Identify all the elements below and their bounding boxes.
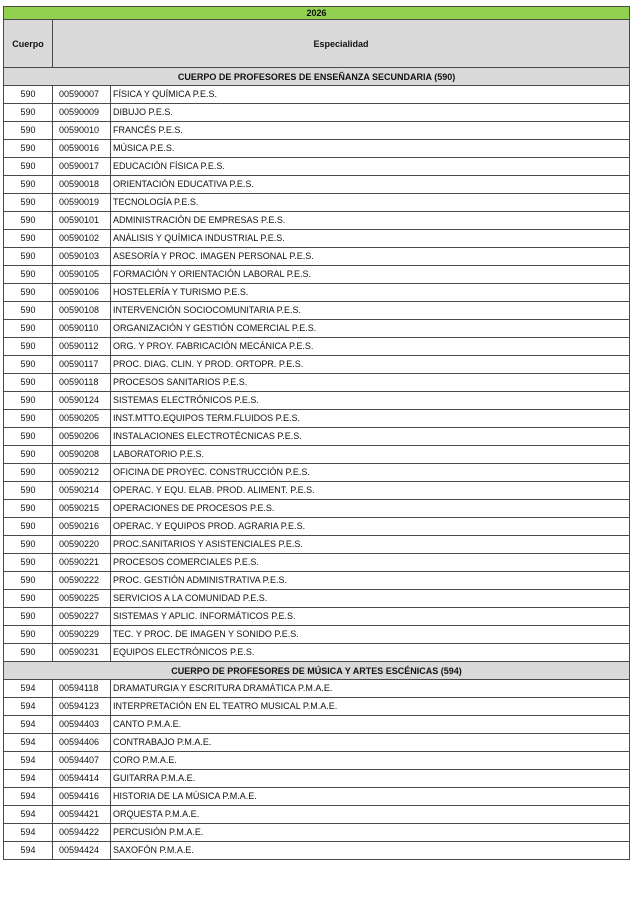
especialidad-cell: TEC. Y PROC. DE IMAGEN Y SONIDO P.E.S. — [111, 626, 630, 644]
cuerpo-cell: 590 — [4, 644, 53, 662]
code-cell: 00590103 — [53, 248, 111, 266]
code-cell: 00594414 — [53, 770, 111, 788]
table-row — [4, 104, 630, 122]
table-row — [4, 698, 630, 716]
code-cell: 00594403 — [53, 716, 111, 734]
cuerpo-cell: 590 — [4, 482, 53, 500]
table-row — [4, 194, 630, 212]
especialidad-cell: INSTALACIONES ELECTROTÉCNICAS P.E.S. — [111, 428, 630, 446]
table-row — [4, 806, 630, 824]
especialidad-cell: OPERAC. Y EQU. ELAB. PROD. ALIMENT. P.E.S. — [111, 482, 630, 500]
cuerpo-cell: 594 — [4, 842, 53, 860]
header-row — [4, 20, 630, 68]
cuerpo-cell: 590 — [4, 518, 53, 536]
especialidad-cell: EDUCACIÓN FÍSICA P.E.S. — [111, 158, 630, 176]
table-row — [4, 320, 630, 338]
table-row — [4, 284, 630, 302]
cuerpo-cell: 594 — [4, 770, 53, 788]
table-row — [4, 716, 630, 734]
table-row — [4, 500, 630, 518]
code-cell: 00590225 — [53, 590, 111, 608]
cuerpo-cell: 594 — [4, 824, 53, 842]
code-cell: 00594416 — [53, 788, 111, 806]
especialidad-cell: PROC. DIAG. CLIN. Y PROD. ORTOPR. P.E.S. — [111, 356, 630, 374]
section-header-row — [4, 68, 630, 86]
column-header-especialidad: Especialidad — [53, 20, 630, 68]
cuerpo-cell: 590 — [4, 446, 53, 464]
cuerpo-cell: 590 — [4, 302, 53, 320]
cuerpo-cell: 590 — [4, 194, 53, 212]
especialidad-cell: CANTO P.M.A.E. — [111, 716, 630, 734]
table-row — [4, 428, 630, 446]
especialidad-cell: OPERACIONES DE PROCESOS P.E.S. — [111, 500, 630, 518]
especialidad-cell: SAXOFÓN P.M.A.E. — [111, 842, 630, 860]
cuerpo-cell: 590 — [4, 284, 53, 302]
code-cell: 00590009 — [53, 104, 111, 122]
code-cell: 00594407 — [53, 752, 111, 770]
especialidad-cell: FORMACIÓN Y ORIENTACIÓN LABORAL P.E.S. — [111, 266, 630, 284]
especialidad-cell: HISTORIA DE LA MÚSICA P.M.A.E. — [111, 788, 630, 806]
especialidad-cell: OPERAC. Y EQUIPOS PROD. AGRARIA P.E.S. — [111, 518, 630, 536]
cuerpo-cell: 590 — [4, 500, 53, 518]
table-row — [4, 680, 630, 698]
cuerpo-cell: 594 — [4, 752, 53, 770]
table-row — [4, 842, 630, 860]
code-cell: 00594421 — [53, 806, 111, 824]
table-row — [4, 266, 630, 284]
table-row — [4, 518, 630, 536]
code-cell: 00590007 — [53, 86, 111, 104]
cuerpo-cell: 594 — [4, 716, 53, 734]
section-title: CUERPO DE PROFESORES DE ENSEÑANZA SECUNDARIA (590) — [4, 68, 630, 86]
code-cell: 00590018 — [53, 176, 111, 194]
code-cell: 00590216 — [53, 518, 111, 536]
code-cell: 00590221 — [53, 554, 111, 572]
especialidad-cell: ORQUESTA P.M.A.E. — [111, 806, 630, 824]
code-cell: 00590102 — [53, 230, 111, 248]
code-cell: 00590117 — [53, 356, 111, 374]
cuerpo-cell: 590 — [4, 266, 53, 284]
especialidad-cell: MÚSICA P.E.S. — [111, 140, 630, 158]
table-row — [4, 734, 630, 752]
especialidad-cell: GUITARRA P.M.A.E. — [111, 770, 630, 788]
cuerpo-cell: 590 — [4, 356, 53, 374]
cuerpo-cell: 590 — [4, 464, 53, 482]
cuerpo-cell: 590 — [4, 626, 53, 644]
cuerpo-cell: 590 — [4, 176, 53, 194]
especialidad-cell: ANÁLISIS Y QUÍMICA INDUSTRIAL P.E.S. — [111, 230, 630, 248]
especialidad-cell: INTERVENCIÓN SOCIOCOMUNITARIA P.E.S. — [111, 302, 630, 320]
cuerpo-cell: 590 — [4, 122, 53, 140]
table-row — [4, 338, 630, 356]
code-cell: 00590212 — [53, 464, 111, 482]
code-cell: 00590214 — [53, 482, 111, 500]
especialidad-cell: PROCESOS SANITARIOS P.E.S. — [111, 374, 630, 392]
table-row — [4, 230, 630, 248]
especialidad-cell: INST.MTTO.EQUIPOS TERM.FLUIDOS P.E.S. — [111, 410, 630, 428]
code-cell: 00590220 — [53, 536, 111, 554]
table-row — [4, 122, 630, 140]
section-title: CUERPO DE PROFESORES DE MÚSICA Y ARTES ESCÉNICAS (594) — [4, 662, 630, 680]
code-cell: 00590106 — [53, 284, 111, 302]
cuerpo-cell: 590 — [4, 212, 53, 230]
especialidad-cell: OFICINA DE PROYEC. CONSTRUCCIÓN P.E.S. — [111, 464, 630, 482]
especialidad-cell: CORO P.M.A.E. — [111, 752, 630, 770]
code-cell: 00590010 — [53, 122, 111, 140]
code-cell: 00590101 — [53, 212, 111, 230]
code-cell: 00594123 — [53, 698, 111, 716]
table-row — [4, 590, 630, 608]
table-row — [4, 374, 630, 392]
especialidad-cell: FÍSICA Y QUÍMICA P.E.S. — [111, 86, 630, 104]
specialties-table — [3, 6, 630, 860]
especialidad-cell: ASESORÍA Y PROC. IMAGEN PERSONAL P.E.S. — [111, 248, 630, 266]
cuerpo-cell: 590 — [4, 590, 53, 608]
code-cell: 00594424 — [53, 842, 111, 860]
code-cell: 00590108 — [53, 302, 111, 320]
table-row — [4, 770, 630, 788]
table-row — [4, 464, 630, 482]
cuerpo-cell: 590 — [4, 392, 53, 410]
code-cell: 00590112 — [53, 338, 111, 356]
cuerpo-cell: 590 — [4, 230, 53, 248]
especialidad-cell: TECNOLOGÍA P.E.S. — [111, 194, 630, 212]
table-row — [4, 824, 630, 842]
cuerpo-cell: 590 — [4, 374, 53, 392]
especialidad-cell: ORG. Y PROY. FABRICACIÓN MECÁNICA P.E.S. — [111, 338, 630, 356]
code-cell: 00590222 — [53, 572, 111, 590]
section-header-row — [4, 662, 630, 680]
cuerpo-cell: 590 — [4, 572, 53, 590]
code-cell: 00590208 — [53, 446, 111, 464]
especialidad-cell: SISTEMAS ELECTRÓNICOS P.E.S. — [111, 392, 630, 410]
table-row — [4, 176, 630, 194]
year-row — [4, 7, 630, 20]
cuerpo-cell: 590 — [4, 410, 53, 428]
cuerpo-cell: 594 — [4, 806, 53, 824]
table-row — [4, 788, 630, 806]
especialidad-cell: CONTRABAJO P.M.A.E. — [111, 734, 630, 752]
especialidad-cell: SERVICIOS A LA COMUNIDAD P.E.S. — [111, 590, 630, 608]
code-cell: 00590124 — [53, 392, 111, 410]
table-row — [4, 86, 630, 104]
cuerpo-cell: 590 — [4, 536, 53, 554]
cuerpo-cell: 594 — [4, 734, 53, 752]
code-cell: 00594406 — [53, 734, 111, 752]
cuerpo-cell: 590 — [4, 140, 53, 158]
table-body — [4, 7, 630, 860]
code-cell: 00590017 — [53, 158, 111, 176]
code-cell: 00590118 — [53, 374, 111, 392]
code-cell: 00590110 — [53, 320, 111, 338]
table-row — [4, 752, 630, 770]
especialidad-cell: PROC.SANITARIOS Y ASISTENCIALES P.E.S. — [111, 536, 630, 554]
table-row — [4, 626, 630, 644]
code-cell: 00590215 — [53, 500, 111, 518]
especialidad-cell: SISTEMAS Y APLIC. INFORMÁTICOS P.E.S. — [111, 608, 630, 626]
especialidad-cell: DRAMATURGIA Y ESCRITURA DRAMÁTICA P.M.A.E. — [111, 680, 630, 698]
table-row — [4, 410, 630, 428]
table-row — [4, 644, 630, 662]
table-row — [4, 302, 630, 320]
table-row — [4, 554, 630, 572]
code-cell: 00590206 — [53, 428, 111, 446]
cuerpo-cell: 590 — [4, 338, 53, 356]
especialidad-cell: INTERPRETACIÓN EN EL TEATRO MUSICAL P.M.A.E. — [111, 698, 630, 716]
especialidad-cell: EQUIPOS ELECTRÓNICOS P.E.S. — [111, 644, 630, 662]
especialidad-cell: ADMINISTRACIÓN DE EMPRESAS P.E.S. — [111, 212, 630, 230]
code-cell: 00590231 — [53, 644, 111, 662]
especialidad-cell: PROC. GESTIÓN ADMINISTRATIVA P.E.S. — [111, 572, 630, 590]
cuerpo-cell: 590 — [4, 158, 53, 176]
especialidad-cell: ORIENTACIÓN EDUCATIVA P.E.S. — [111, 176, 630, 194]
especialidad-cell: DIBUJO P.E.S. — [111, 104, 630, 122]
code-cell: 00590105 — [53, 266, 111, 284]
table-row — [4, 140, 630, 158]
especialidad-cell: ORGANIZACIÓN Y GESTIÓN COMERCIAL P.E.S. — [111, 320, 630, 338]
table-row — [4, 536, 630, 554]
code-cell: 00590019 — [53, 194, 111, 212]
table-row — [4, 356, 630, 374]
cuerpo-cell: 590 — [4, 428, 53, 446]
especialidad-cell: PERCUSIÓN P.M.A.E. — [111, 824, 630, 842]
especialidad-cell: FRANCÉS P.E.S. — [111, 122, 630, 140]
table-row — [4, 158, 630, 176]
table-row — [4, 212, 630, 230]
column-header-cuerpo: Cuerpo — [4, 20, 53, 68]
cuerpo-cell: 594 — [4, 680, 53, 698]
cuerpo-cell: 590 — [4, 86, 53, 104]
cuerpo-cell: 590 — [4, 608, 53, 626]
cuerpo-cell: 594 — [4, 788, 53, 806]
cuerpo-cell: 590 — [4, 104, 53, 122]
code-cell: 00590227 — [53, 608, 111, 626]
table-row — [4, 572, 630, 590]
table-row — [4, 482, 630, 500]
year-cell: 2026 — [4, 7, 630, 20]
code-cell: 00594422 — [53, 824, 111, 842]
cuerpo-cell: 590 — [4, 248, 53, 266]
table-row — [4, 392, 630, 410]
table-row — [4, 248, 630, 266]
code-cell: 00594118 — [53, 680, 111, 698]
especialidad-cell: PROCESOS COMERCIALES P.E.S. — [111, 554, 630, 572]
code-cell: 00590205 — [53, 410, 111, 428]
table-row — [4, 608, 630, 626]
especialidad-cell: HOSTELERÍA Y TURISMO P.E.S. — [111, 284, 630, 302]
code-cell: 00590229 — [53, 626, 111, 644]
especialidad-cell: LABORATORIO P.E.S. — [111, 446, 630, 464]
table-row — [4, 446, 630, 464]
cuerpo-cell: 590 — [4, 554, 53, 572]
code-cell: 00590016 — [53, 140, 111, 158]
cuerpo-cell: 590 — [4, 320, 53, 338]
cuerpo-cell: 594 — [4, 698, 53, 716]
